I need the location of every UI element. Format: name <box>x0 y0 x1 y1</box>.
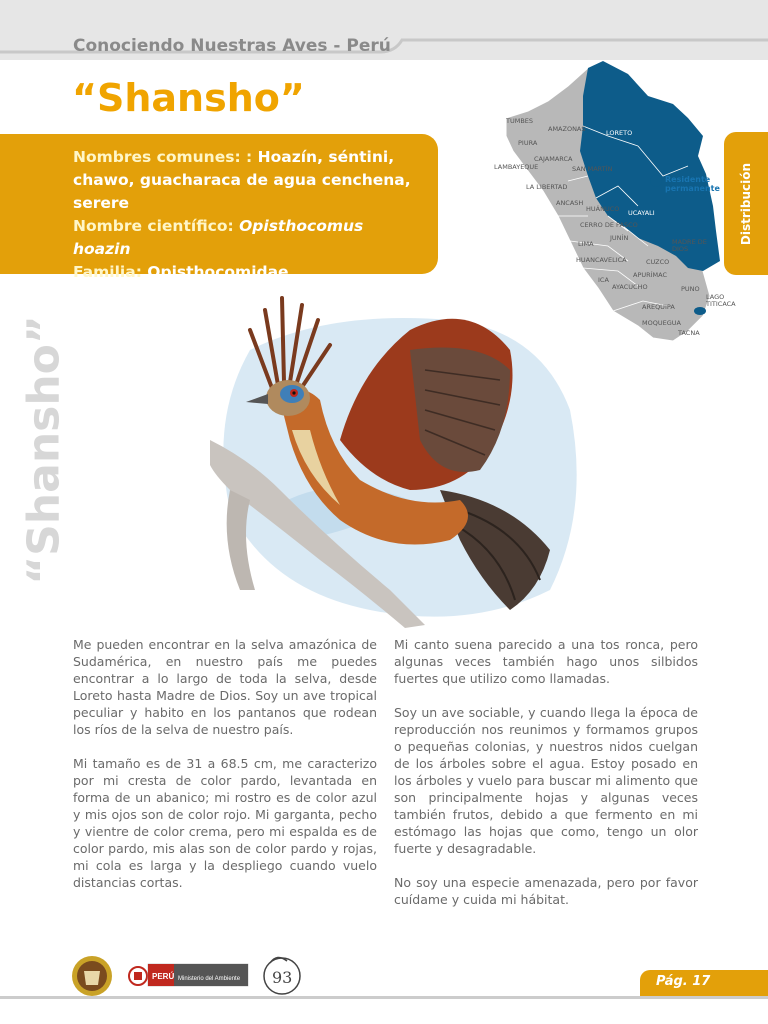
ministry-label: Ministerio del Ambiente <box>178 976 241 982</box>
body-column-right <box>394 636 698 925</box>
map-label: SAN MARTÍN <box>572 165 613 173</box>
map-label: LAGO TITICACA <box>706 293 736 308</box>
map-label: MADRE DE DIOS <box>672 238 707 253</box>
body-paragraph: No soy una especie amenazada, pero por favor cuídame y cuida mi hábitat. <box>394 875 698 907</box>
map-label: CERRO DE PASCO <box>580 221 638 229</box>
legend-label: Residente permanente <box>665 175 720 193</box>
side-title: “Shansho” <box>18 315 70 585</box>
map-label: LAMBAYEQUE <box>494 163 539 171</box>
map-label: PIURA <box>518 139 538 147</box>
map-label: UCAYALI <box>628 209 655 217</box>
scientific-name <box>73 215 426 261</box>
page-title: “Shansho” <box>72 76 305 120</box>
bird-picture <box>210 290 590 630</box>
map-label: PUNO <box>681 285 700 293</box>
series-title: Conociendo Nuestras Aves - Perú <box>73 36 391 56</box>
legend-dot <box>650 175 662 187</box>
map-label: AREQUIPA <box>642 303 675 311</box>
peru-label: PERÚ <box>152 972 175 981</box>
map-label: MOQUEGUA <box>642 319 681 327</box>
body-paragraph: Mi tamaño es de 31 a 68.5 cm, me caracterizo por mi cresta de color pardo, levantada en forma de un abanico; mi rostro es de color azul y mis ojos son de color rojo. Mi garganta, pecho y vientre de color crema, pero mi espalda es de color pardo, mis alas son de color pardo y rojas, mi cola es larga y la despliego cuando vuelo distancias cortas. <box>73 756 377 890</box>
map-label: LORETO <box>606 129 633 137</box>
peru-shield-icon <box>129 967 147 985</box>
common-names <box>73 146 426 215</box>
page-number-tab <box>640 970 768 996</box>
common-names-label: Nombres comunes: : <box>73 148 253 166</box>
scientific-name-label: Nombre científico: <box>73 217 234 235</box>
map-label: CUZCO <box>646 258 670 266</box>
map-label: AYACUCHO <box>612 283 648 291</box>
common-names-value: Hoazín, séntini, chawo, guacharaca de agua cenchena, serere <box>73 148 411 212</box>
distribution-tab <box>724 132 768 275</box>
hoatzin-illustration <box>210 290 590 630</box>
scientific-name-value: Opisthocomus hoazin <box>73 217 364 258</box>
distribution-tab-label: Distribución <box>739 162 753 245</box>
map-label: CAJAMARCA <box>534 155 573 163</box>
map-label: ANCASH <box>556 199 584 207</box>
family-label: Familia: <box>73 263 142 281</box>
map-label: TACNA <box>678 329 700 337</box>
species-info-box <box>0 134 438 281</box>
map-label: LA LIBERTAD <box>526 183 568 191</box>
map-label: HUÁNUCO <box>586 205 620 213</box>
footer-logos <box>72 953 332 999</box>
map-label: TUMBES <box>506 117 534 125</box>
body-paragraph: Me pueden encontrar en la selva amazónica de Sudamérica, en nuestro país me puedes encontrar a lo largo de toda la selva, desde Loreto hasta Madre de Dios. Soy un ave tropical peculiar y habito en los pantanos que rodean los ríos de la selva de nuestro país. <box>73 637 377 737</box>
map-label: AMAZONAS <box>548 125 586 133</box>
anniversary-number: 93 <box>272 968 293 987</box>
map-label: JUNÍN <box>610 234 629 242</box>
map-label: ICA <box>598 276 609 284</box>
body-paragraph: Soy un ave sociable, y cuando llega la época de reproducción nos reunimos y formamos grupos o pequeñas colonias, y nuestros nidos cuelgan de los árboles sobre el agua. Estoy posado en los árboles y vuelo para buscar mi alimento que son principalmente hojas y algunas veces también frutos, debido a que fermento en mi estómago las hojas que como, tengo un olor fuerte y desagradable. <box>394 705 698 856</box>
crest-logo-icon <box>72 956 112 996</box>
map-label: LIMA <box>578 240 594 248</box>
map-label: APURÍMAC <box>633 271 668 279</box>
family <box>73 261 426 284</box>
body-column-left <box>73 636 377 908</box>
page-number: Pág. 17 <box>656 974 711 989</box>
family-value: Opisthocomidae <box>147 263 289 281</box>
map-label: HUANCAVELICA <box>576 256 627 264</box>
body-paragraph: Mi canto suena parecido a una tos ronca, pero algunas veces también hago unos silbidos fuertes que utilizo como llamadas. <box>394 637 698 686</box>
